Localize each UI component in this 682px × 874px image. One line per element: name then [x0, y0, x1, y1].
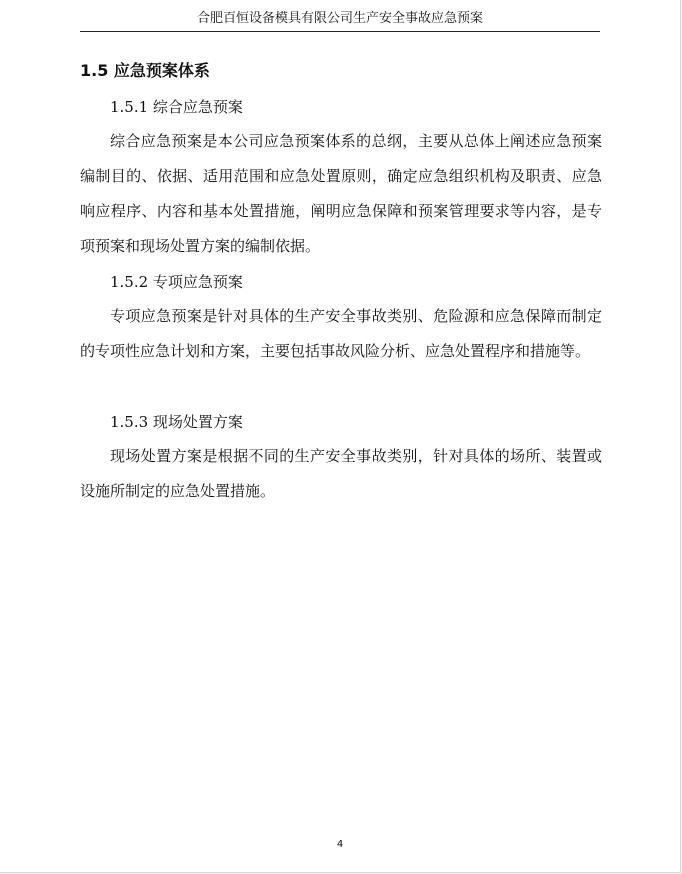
paragraph-comprehensive-plan: 综合应急预案是本公司应急预案体系的总纲，主要从总体上阐述应急预案编制目的、依据、适用范围和应急处置原则，确定应急组织机构及职责、应急响应程序、内容和基本处置措施，阐明应急保障和预案管理要求等内容，是专项预案和现场处置方案的编制依据。	[80, 132, 602, 255]
running-header-title: 合肥百恒设备模具有限公司生产安全事故应急预案	[196, 11, 483, 26]
subsection-heading-1-5-2: 1.5.2 专项应急预案	[110, 273, 243, 291]
section-heading: 1.5 应急预案体系	[80, 61, 210, 80]
page-number: 4	[336, 839, 344, 850]
subsection-heading-1-5-3: 1.5.3 现场处置方案	[110, 413, 243, 431]
paragraph-special-plan: 专项应急预案是针对具体的生产安全事故类别、危险源和应急保障而制定的专项性应急计划和方案，主要包括事故风险分析、应急处置程序和措施等。	[80, 307, 602, 360]
subsection-heading-1-5-1: 1.5.1 综合应急预案	[110, 98, 243, 116]
paragraph-onsite-plan: 现场处置方案是根据不同的生产安全事故类别，针对具体的场所、装置或设施所制定的应急处置措施。	[80, 447, 602, 500]
header-divider	[80, 31, 600, 32]
